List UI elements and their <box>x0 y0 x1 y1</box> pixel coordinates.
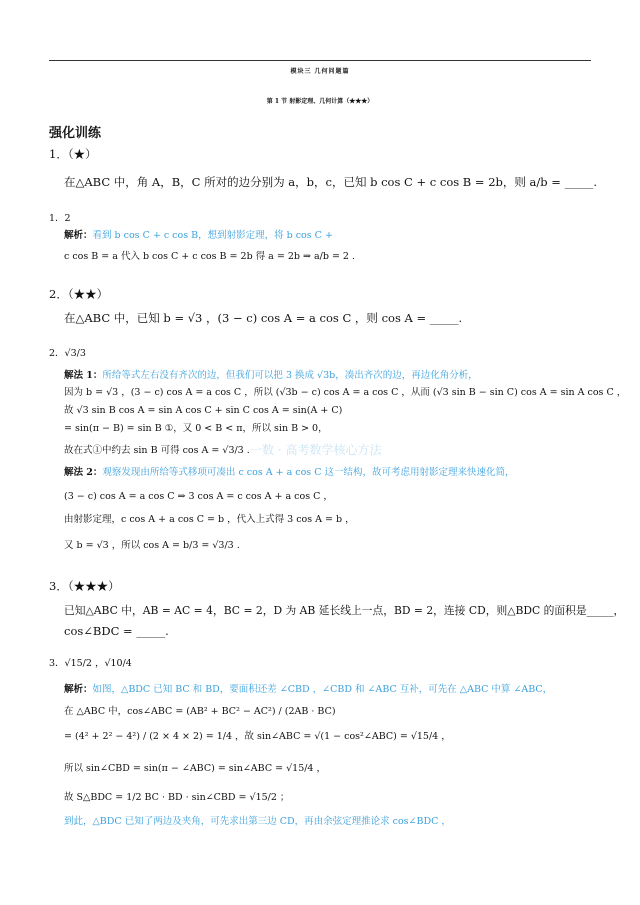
q1-answer: 1．2 <box>49 213 71 224</box>
q2-method2-line3: 由射影定理，c cos A + a cos C = b ，代入上式得 3 cos A = b ， <box>64 514 355 525</box>
q2-method2-label: 解法 2： <box>64 467 103 478</box>
q3-answer: 3．√15/2 ，√10/4 <box>49 658 132 669</box>
q2-method1-hint: 所给等式左右没有齐次的边，但我们可以把 3 换成 √3b，凑出齐次的边，再边化角分析， <box>102 370 478 381</box>
q1-solution-label: 解析： <box>64 230 93 241</box>
q2-method1-line4: = sin(π − B) = sin B ①，又 0 < B < π，所以 sin B > 0， <box>64 423 328 434</box>
module-title: 模块三 几何问题篇 <box>290 68 350 75</box>
q2-method2-hint: 观察发现由所给等式移项可凑出 c cos A + a cos C 这一结构，故可考虑用射影定理来快速化简， <box>102 467 515 478</box>
q1-solution-line2: c cos B = a 代入 b cos C + c cos B = 2b 得 a = 2b ⇒ a/b = 2 . <box>64 251 356 262</box>
q3-solution-label: 解析： <box>64 684 93 695</box>
q2-method1 <box>64 367 478 381</box>
q3-solution-hint: 如图，△BDC 已知 BC 和 BD，要面积还差 ∠CBD ，∠CBD 和 ∠ABC 互补，可先在 △ABC 中算 ∠ABC， <box>92 684 553 695</box>
section-title: 第 1 节 射影定理、几何计算（★★★） <box>266 98 374 105</box>
q1-text: 在△ABC 中，角 A，B，C 所对的边分别为 a，b，c，已知 b cos C + c cos B = 2b，则 a/b = _____. <box>64 175 597 189</box>
q2-method1-line5: 故在式①中约去 sin B 可得 cos A = √3/3 . <box>64 445 250 456</box>
q3-solution-line3: = (4² + 2² − 4²) / (2 × 4 × 2) = 1/4 ，故 sin∠ABC = √(1 − cos²∠ABC) = √15/4 ， <box>64 731 451 742</box>
q3-solution-line6: 到此，△BDC 已知了两边及夹角，可先求出第三边 CD，再由余弦定理推论求 cos∠BDC ， <box>64 816 451 827</box>
q3-text-line2: cos∠BDC = _____. <box>64 624 169 638</box>
top-rule <box>49 60 591 61</box>
q2-label: 2．（★★） <box>49 287 109 301</box>
q3-text-line1: 已知△ABC 中，AB = AC = 4，BC = 2，D 为 AB 延长线上一点，BD = 2，连接 CD，则△BDC 的面积是_____， <box>64 604 625 617</box>
q3-solution-line5: 故 S△BDC = 1/2 BC · BD · sin∠CBD = √15/2 ； <box>64 792 290 803</box>
q1-label: 1．（★） <box>49 147 97 161</box>
q2-method1-line3: 故 √3 sin B cos A = sin A cos C + sin C cos A = sin(A + C) <box>64 405 343 416</box>
q2-method2-line2: (3 − c) cos A = a cos C ⇒ 3 cos A = c cos A + a cos C ， <box>64 491 333 502</box>
q1-solution-hint: 看到 b cos C + c cos B，想到射影定理，将 b cos C + <box>92 230 333 241</box>
q3-label: 3．（★★★） <box>49 579 120 593</box>
q1-solution <box>64 227 333 241</box>
q3-solution-line4: 所以 sin∠CBD = sin(π − ∠ABC) = sin∠ABC = √15/4 ， <box>64 763 326 774</box>
q3-solution-line2: 在 △ABC 中，cos∠ABC = (AB² + BC² − AC²) / (2AB · BC) <box>64 706 336 717</box>
q3-solution <box>64 681 552 695</box>
training-heading: 强化训练 <box>49 126 102 141</box>
q2-method2-line4: 又 b = √3 ，所以 cos A = b/3 = √3/3 . <box>64 540 240 551</box>
q2-text: 在△ABC 中，已知 b = √3 ，(3 − c) cos A = a cos C ，则 cos A = _____. <box>64 311 463 325</box>
q2-answer: 2．√3/3 <box>49 348 86 359</box>
q2-method1-label: 解法 1： <box>64 370 103 381</box>
watermark: 一数 · 高考数学核心方法 <box>250 443 382 457</box>
q2-method2 <box>64 464 515 478</box>
q2-method1-line2: 因为 b = √3 ，(3 − c) cos A = a cos C ，所以 (√3b − c) cos A = a cos C ，从而 (√3 sin B − sin C) cos A = sin A cos C ， <box>64 387 627 398</box>
